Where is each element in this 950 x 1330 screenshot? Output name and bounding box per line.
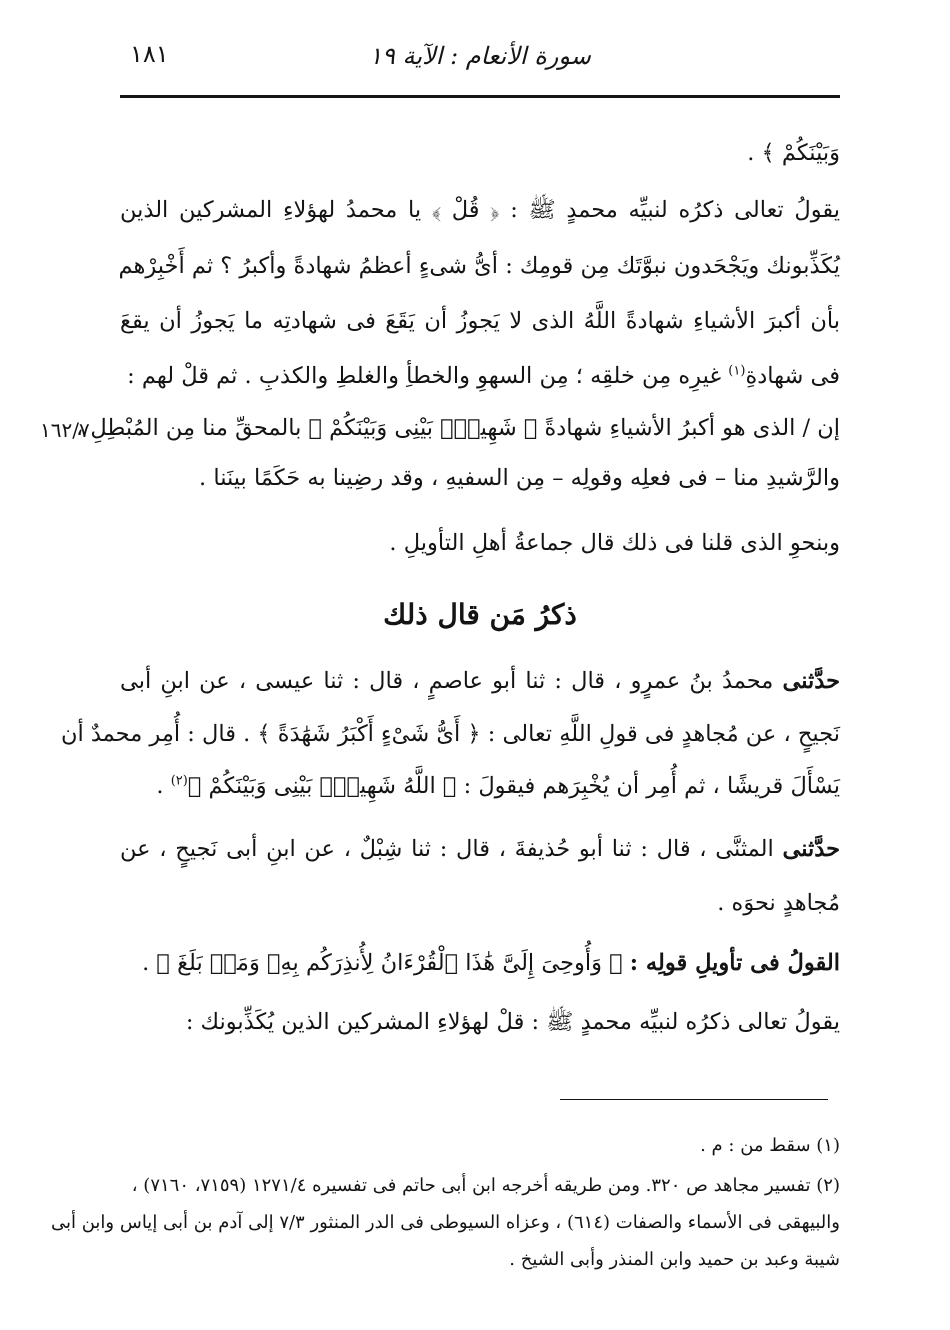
hadith-line-3-end: . — [156, 773, 164, 799]
body-line-4: بأن أكبرَ الأشياءِ شهادةً اللَّهُ الذى لا يَجوزُ أن يَقَعَ فى شهادتِه ما يَجوزُ أن يقعَ — [120, 308, 840, 334]
footnote-1: (١) سقط من : م . — [700, 1135, 840, 1156]
body-line-6: إن / الذى هو أكبرُ الأشياءِ شهادةً ﴿ شَهِيدُۢ بَيْنِى وَبَيْنَكُمْ ﴾ بالمحقِّ منا مِن المُبْطِلِ ، — [75, 415, 840, 441]
body-line-8: وبنحوِ الذى قلنا فى ذلك قال جماعةُ أهلِ التأويلِ . — [389, 530, 840, 556]
page-header — [120, 40, 840, 84]
hadith-1-opening: حدَّثنى — [782, 668, 841, 694]
hadith-line-3-text: يَسْأَلَ قريشًا ، ثم أُمِر أن يُخْبِرَهم فيقولَ : ﴿ اللَّهُ شَهِيدُۢ بَيْنِى وَبَيْنَكُمْ ﴾ — [187, 773, 840, 799]
footnote-2-line-2: والبيهقى فى الأسماء والصفات (٦١٤) ، وعزاه السيوطى فى الدر المنثور ٧/٣ إلى آدم بن أبى إياس وابن أبى — [50, 1212, 840, 1233]
body-line-5 — [120, 363, 840, 389]
footnote-ref-2: (٢) — [170, 773, 188, 789]
header-rule — [120, 95, 840, 98]
hadith-2-text: المثنَّى ، قال : ثنا أبو حُذيفةَ ، قال : ثنا شِبْلٌ ، عن ابنِ أبى نَجيحٍ ، عن — [120, 836, 774, 862]
hadith-line-2: نَجيحٍ ، عن مُجاهدٍ فى قولِ اللَّهِ تعالى : ﴿ أَىُّ شَىْءٍ أَكْبَرُ شَهَٰدَةً ﴾ . قال : أُمِر محمدٌ أن — [60, 721, 840, 747]
hadith-line-1 — [120, 668, 872, 694]
page-number: ١٨١ — [130, 40, 169, 68]
body-line-5-end: غيرِه مِن خلقِه ؛ مِن السهوِ والخطأِ والغلطِ والكذبِ . ثم قلْ لهم : — [127, 363, 722, 389]
verse-commentary-line — [120, 950, 872, 976]
margin-reference: ١٦٢/٧ — [40, 418, 90, 442]
quoted-verse: ﴿ وَأُوحِىَ إِلَىَّ هَٰذَا ٱلْقُرْءَانُ لِأُنذِرَكُم بِهِۦ وَمَنۢ بَلَغَ ﴾ . — [142, 950, 623, 976]
footnote-rule — [560, 1099, 828, 1100]
body-line-1: وَبَيْنَكُمْ ﴾ . — [747, 140, 840, 166]
hadith-line-4 — [120, 836, 872, 862]
hadith-2-opening: حدَّثنى — [782, 836, 840, 862]
commentary-heading: القولُ فى تأويلِ قولِه : — [629, 950, 840, 976]
body-line-5-start: فى شهادةِ — [745, 363, 840, 389]
footnote-ref-1: (١) — [728, 363, 746, 379]
hadith-line-5: مُجاهدٍ نحوَه . — [717, 890, 840, 916]
footnote-2-line-1: (٢) تفسير مجاهد ص ٣٢٠. ومن طريقه أخرجه ابن أبى حاتم فى تفسيره ١٢٧١/٤ (٧١٥٩، ٧١٦٠) ، — [131, 1175, 840, 1196]
hadith-1-text: محمدُ بنُ عمرٍو ، قال : ثنا أبو عاصمٍ ، قال : ثنا عيسى ، عن ابنِ أبى — [120, 668, 774, 694]
hadith-line-3 — [120, 773, 840, 799]
body-line-3: يُكَذِّبونك ويَجْحَدون نبوَّتَك مِن قومِك : أىُّ شىءٍ أعظمُ شهادةً وأكبرُ ؟ ثم أَخْبِرْهم — [118, 253, 840, 279]
running-title: سورة الأنعام : الآية ١٩ — [369, 42, 591, 70]
section-heading: ذكرُ مَن قال ذلك — [383, 598, 577, 631]
footnote-2-line-3: شيبة وعبد بن حميد وابن المنذر وأبى الشيخ . — [509, 1249, 840, 1270]
body-line-7: والرَّشيدِ منا – فى فعلِه وقولِه – مِن السفيهِ ، وقد رضِينا به حَكَمًا بينَنا . — [199, 465, 840, 491]
body-last-line: يقولُ تعالى ذكرُه لنبيِّه محمدٍ ﷺ : قلْ لهؤلاءِ المشركين الذين يُكَذِّبونك : — [185, 1009, 840, 1035]
body-line-2: يقولُ تعالى ذكرُه لنبيِّه محمدٍ ﷺ : ﴿ قُلْ ﴾ يا محمدُ لهؤلاءِ المشركين الذين — [120, 197, 840, 223]
